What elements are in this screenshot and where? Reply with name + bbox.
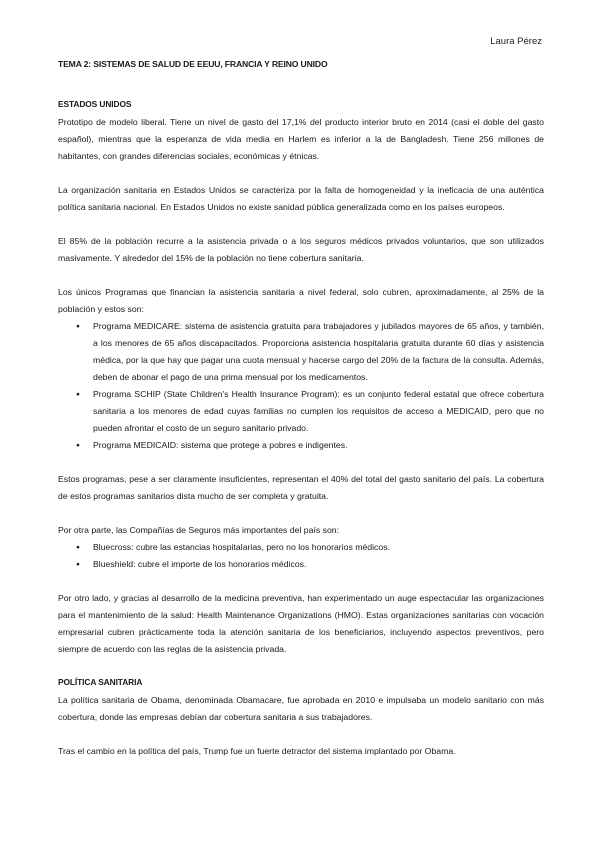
list-item: ● Programa SCHIP (State Children's Health Insurance Program): es un conjunto federal estatal que ofrece cobertura sanitaria a los menores de edad cuyas familias no cumplen los requisitos de acceso a MEDICAID, pero que no pueden afrontar el costo de un seguro sanitario privado. [58, 386, 544, 437]
list-item: ● Bluecross: cubre las estancias hospitalarias, pero no los honorarios médicos. [58, 539, 544, 556]
author-name: Laura Pérez [490, 36, 542, 47]
paragraph: Por otra parte, las Compañías de Seguros más importantes del país son: [58, 525, 340, 535]
section-heading-estados-unidos: ESTADOS UNIDOS [58, 99, 132, 109]
paragraph: Prototipo de modelo liberal. Tiene un nivel de gasto del 17,1% del producto interior bruto en 2014 (casi el doble del gasto español), mientras que la esperanza de vida media en Harlem es inferior a la de Bangladesh. Tiene 256 millones de habitantes, con grandes diferencias sociales, económicas y étnicas. [58, 117, 544, 161]
list-item: ● Programa MEDICAID: sistema que protege a pobres e indigentes. [58, 437, 544, 454]
list-item: ● Programa MEDICARE: sistema de asistencia gratuita para trabajadores y jubilados mayores de 65 años, y también, a los menores de 65 años discapacitados. Proporciona asistencia hospitalaria gratuita durante 60 días y asistencia médica, por la que hay que pagar una cuota mensual y hacerse cargo del 20% de la factura de la consulta. Además, deben de abonar el pago de una prima mensual por los medicamentos. [58, 318, 544, 386]
paragraph: El 85% de la población recurre a la asistencia privada o a los seguros médicos privados voluntarios, que son utilizados masivamente. Y alrededor del 15% de la población no tiene cobertura sanitaria. [58, 236, 544, 263]
paragraph: Tras el cambio en la política del país, Trump fue un fuerte detractor del sistema implantado por Obama. [58, 746, 456, 756]
paragraph: La política sanitaria de Obama, denominada Obamacare, fue aprobada en 2010 e impulsaba un modelo sanitario con más cobertura, donde las empresas debían dar cobertura sanitaria a sus trabajadores. [58, 695, 544, 722]
document-title: TEMA 2: SISTEMAS DE SALUD DE EEUU, FRANCIA Y REINO UNIDO [58, 59, 328, 69]
paragraph: La organización sanitaria en Estados Unidos se caracteriza por la falta de homogeneidad y la ineficacia de una auténtica política sanitaria nacional. En Estados Unidos no existe sanidad pública generalizada como en los países europeos. [58, 185, 544, 212]
list-item: ● Blueshield: cubre el importe de los honorarios médicos. [58, 556, 544, 573]
section-heading-politica-sanitaria: POLÍTICA SANITARIA [58, 677, 143, 687]
paragraph: Estos programas, pese a ser claramente insuficientes, representan el 40% del total del gasto sanitario del país. La cobertura de estos programas sanitarios dista mucho de ser completa y gratuita. [58, 474, 544, 501]
paragraph: Los únicos Programas que financian la asistencia sanitaria a nivel federal, solo cubren, aproximadamente, al 25% de la población y estos son: [58, 287, 544, 314]
paragraph: Por otro lado, y gracias al desarrollo de la medicina preventiva, han experimentado un auge espectacular las organizaciones para el mantenimiento de la salud: Health Maintenance Organizations (HMO). Estas organizaciones sanitarias con vocación empresarial cubren prácticamente toda la atención sanitaria de los beneficiarios, incluyendo aspectos preventivos, pero siempre de acuerdo con las reglas de la asistencia privada. [58, 593, 544, 654]
insurers-list [58, 539, 544, 573]
programs-list [58, 318, 544, 454]
document-body [58, 97, 544, 760]
